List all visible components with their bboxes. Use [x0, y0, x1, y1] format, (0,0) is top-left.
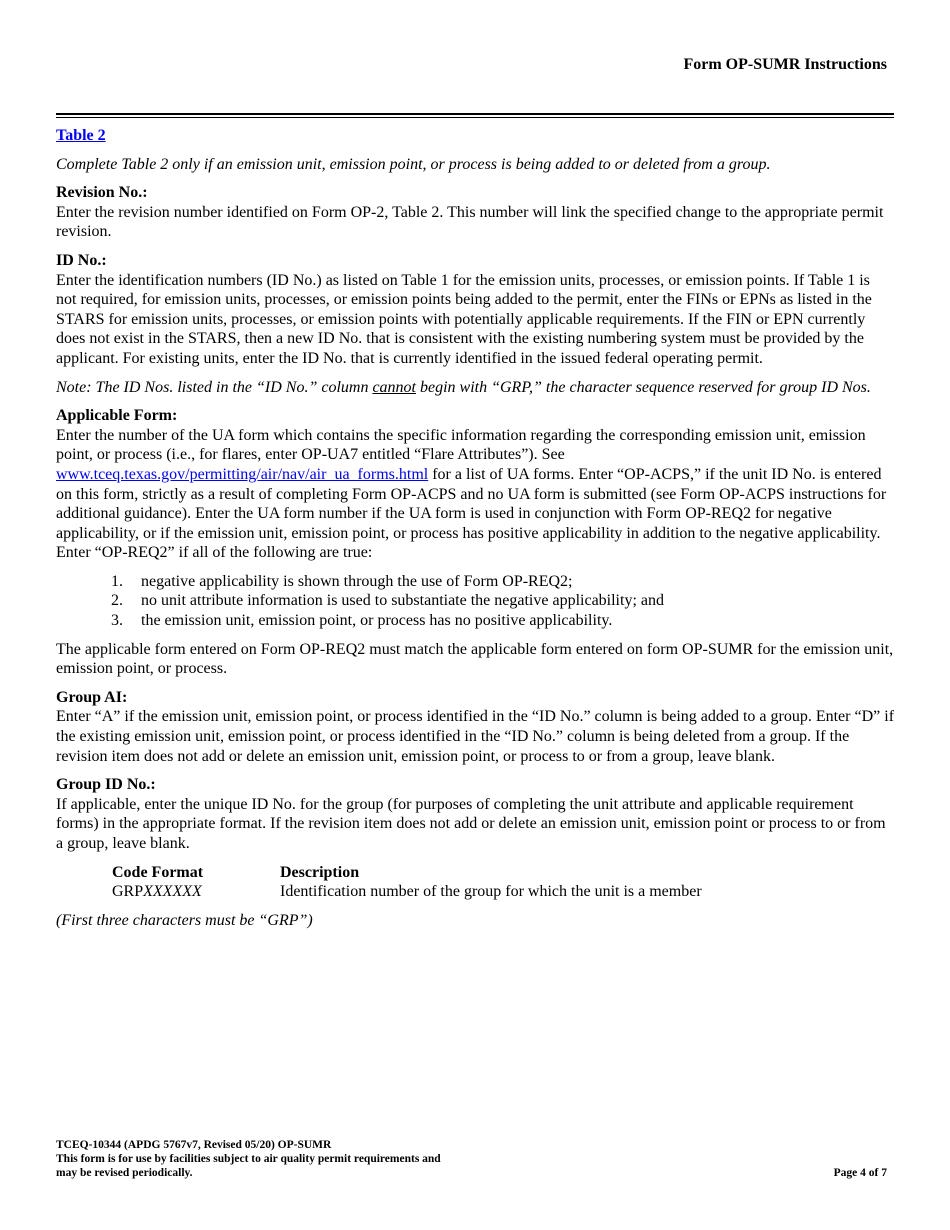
- ua-forms-link[interactable]: www.tceq.texas.gov/permitting/air/nav/air_ua_forms.html: [56, 465, 429, 483]
- code-placeholder: XXXXXX: [143, 883, 202, 901]
- group-ai-heading: Group AI:: [56, 688, 128, 706]
- group-id-heading: Group ID No.:: [56, 776, 156, 794]
- footer-usage-line: This form is for use by facilities subject to air quality permit requirements and: [56, 1153, 441, 1165]
- revision-heading: Revision No.:: [56, 184, 148, 202]
- id-no-heading: ID No.:: [56, 251, 107, 269]
- applicability-conditions-list: [56, 572, 894, 631]
- description-header: Description: [280, 863, 360, 881]
- code-table-header: [112, 863, 894, 883]
- list-item-text: the emission unit, emission point, or process has no positive applicability.: [141, 612, 613, 630]
- code-format-table: [112, 863, 894, 902]
- revision-body: Enter the revision number identified on Form OP-2, Table 2. This number will link the specified change to the appropriate permit revision.: [56, 203, 884, 241]
- header-divider-thick: [56, 113, 894, 115]
- id-no-note-start: Note: The ID Nos. listed in the “ID No.” column: [56, 378, 373, 396]
- list-item-number: 2.: [111, 592, 123, 610]
- code-format-value: [112, 882, 280, 902]
- section-intro: Complete Table 2 only if an emission unit, emission point, or process is being added to or deleted from a group.: [56, 155, 771, 173]
- code-format-header: Code Format: [112, 863, 204, 881]
- page-header-title: Form OP-SUMR Instructions: [683, 56, 887, 73]
- page-number: Page 4 of 7: [833, 1167, 887, 1179]
- description-value: Identification number of the group for which the unit is a member: [280, 883, 702, 901]
- id-no-note-emphasis: cannot: [372, 378, 416, 396]
- list-item: [56, 611, 894, 631]
- table-row: [112, 882, 894, 902]
- list-item: [56, 572, 894, 592]
- header-divider-thin: [56, 117, 894, 118]
- applicable-form-heading: Applicable Form:: [56, 407, 178, 425]
- list-item-text: negative applicability is shown through the use of Form OP-REQ2;: [141, 572, 573, 590]
- group-id-body: If applicable, enter the unique ID No. for the group (for purposes of completing the unit attribute and applicable requirement forms) in the appropriate format. If the revision item does not add or delete an emission unit, emission point or process to or from a group, leave blank.: [56, 795, 886, 852]
- revision-section: [56, 183, 894, 242]
- group-ai-section: [56, 688, 894, 766]
- document-body: [56, 126, 894, 939]
- form-footer: [56, 1138, 441, 1180]
- id-no-body: Enter the identification numbers (ID No.) as listed on Table 1 for the emission units, processes, or emission points. If Table 1 is not required, for emission units, processes, or emission points being added to the permit, enter the FINs or EPNs as listed in the STARS for emission units, processes, or emission points with potentially applicable requirements. If the FIN or EPN currently does not exist in the STARS, then a new ID No. that is consistent with the existing numbering system must be provided by the applicant. For existing units, enter the ID No. that is currently identified in the issued federal operating permit.: [56, 271, 872, 367]
- id-no-note-end: begin with “GRP,” the character sequence reserved for group ID Nos.: [415, 378, 871, 396]
- list-item-number: 3.: [111, 612, 123, 630]
- id-no-section: [56, 251, 894, 369]
- group-ai-body: Enter “A” if the emission unit, emission point, or process identified in the “ID No.” column is being added to a group. Enter “D” if the existing emission unit, emission point, or process identified in the “ID No.” column is being deleted from a group. If the revision item does not add or delete an emission unit, emission point, or process to or from a group, leave blank.: [56, 708, 895, 765]
- table-2-link[interactable]: Table 2: [56, 127, 106, 144]
- list-item-text: no unit attribute information is used to substantiate the negative applicability; and: [141, 592, 664, 610]
- id-no-note: [56, 378, 894, 398]
- group-id-format-note: (First three characters must be “GRP”): [56, 911, 313, 929]
- list-item: [56, 591, 894, 611]
- footer-revision-line: may be revised periodically.: [56, 1167, 193, 1179]
- footer-form-id: TCEQ-10344 (APDG 5767v7, Revised 05/20) OP-SUMR: [56, 1139, 332, 1151]
- applicable-form-closing: The applicable form entered on Form OP-REQ2 must match the applicable form entered on form OP-SUMR for the emission unit, emission point, or process.: [56, 640, 894, 678]
- applicable-form-body-start: Enter the number of the UA form which contains the specific information regarding the corresponding emission unit, emission point, or process (i.e., for flares, enter OP-UA7 entitled “Flare Attributes”). See: [56, 426, 866, 464]
- list-item-number: 1.: [111, 572, 123, 590]
- applicable-form-section: [56, 406, 894, 563]
- code-prefix: GRP: [112, 883, 144, 901]
- group-id-section: [56, 775, 894, 853]
- applicable-form-body-end: for a list of UA forms. Enter “OP-ACPS,” if the unit ID No. is entered on this form, strictly as a result of completing Form OP-ACPS and no UA form is submitted (see Form OP-ACPS instructions for additional guidance). Enter the UA form number if the UA form is used in conjunction with Form OP-REQ2 for negative applicability, or if the emission unit, emission point, or process has positive applicability in addition to the negative applicability. Enter “OP-REQ2” if all of the following are true:: [56, 465, 887, 562]
